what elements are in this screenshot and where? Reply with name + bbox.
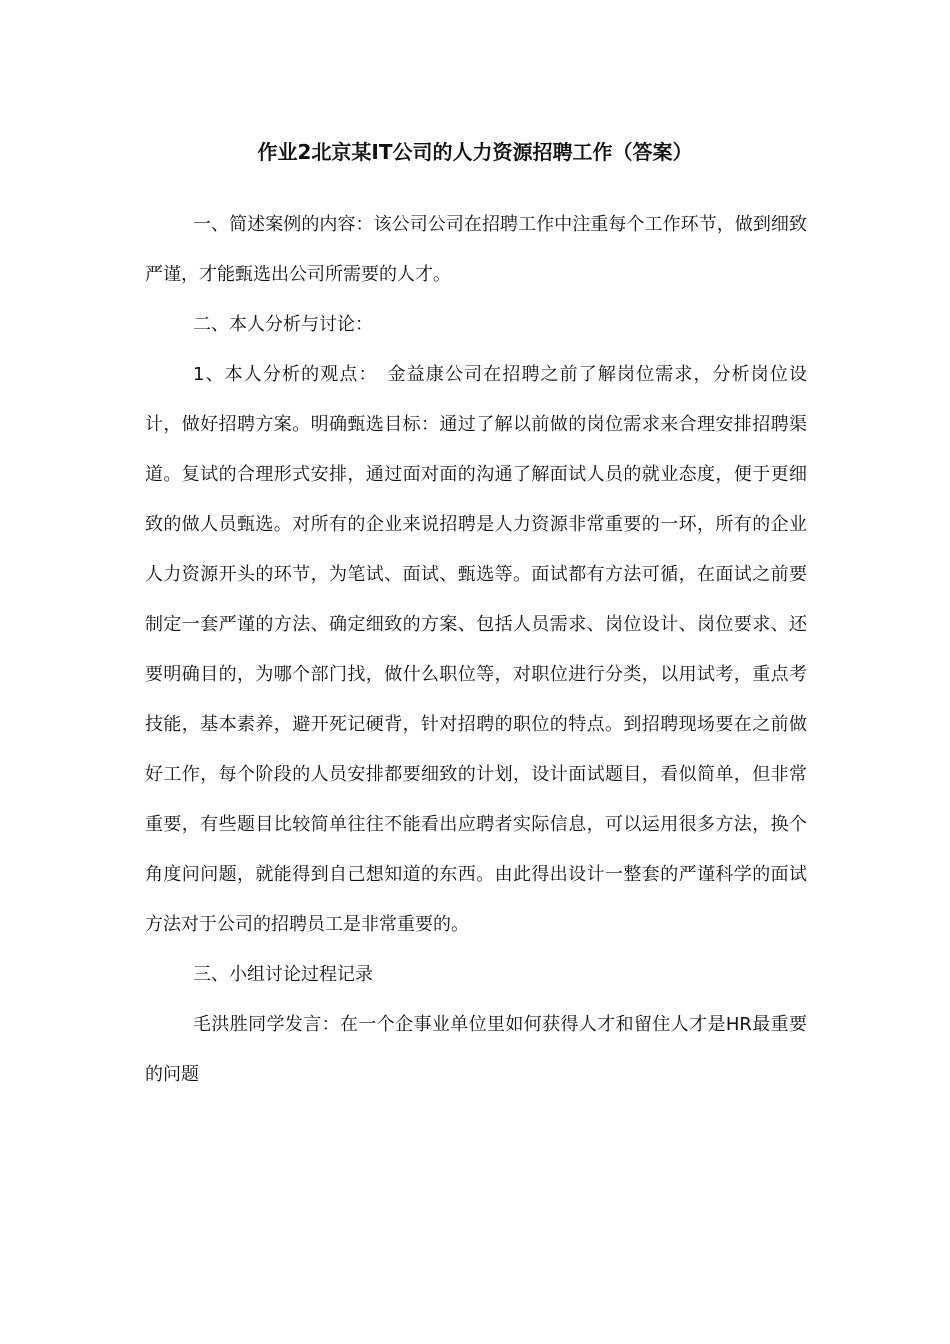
paragraph-case-summary: 一、简述案例的内容：该公司公司在招聘工作中注重每个工作环节，做到细致严谨，才能甄选出公司所需要的人才。 [145,214,807,285]
document-title: 作业2北京某IT公司的人力资源招聘工作（答案） [257,140,693,164]
paragraph-analysis-body: 1、本人分析的观点： 金益康公司在招聘之前了解岗位需求，分析岗位设计，做好招聘方案。明确甄选目标：通过了解以前做的岗位需求来合理安排招聘渠道。复试的合理形式安排，通过面对面的沟通了解面试人员的就业态度，便于更细致的做人员甄选。对所有的企业来说招聘是人力资源非常重要的一环，所有的企业人力资源开头的环节，为笔试、面试、甄选等。面试都有方法可循，在面试之前要制定一套严谨的方法、确定细致的方案、包括人员需求、岗位设计、岗位要求、还要明确目的，为哪个部门找，做什么职位等，对职位进行分类，以用试考，重点考技能，基本素养，避开死记硬背，针对招聘的职位的特点。到招聘现场要在之前做好工作，每个阶段的人员安排都要细致的计划，设计面试题目，看似简单，但非常重要，有些题目比较简单往往不能看出应聘者实际信息，可以运用很多方法，换个角度问问题，就能得到自己想知道的东西。由此得出设计一整套的严谨科学的面试方法对于公司的招聘员工是非常重要的。 [145,364,807,935]
paragraph-analysis-heading: 二、本人分析与讨论： [193,314,373,335]
paragraph-discussion-heading: 三、小组讨论过程记录 [193,964,373,985]
paragraph-discussion-record: 毛洪胜同学发言：在一个企事业单位里如何获得人才和留住人才是HR最重要的问题 [145,1014,807,1085]
